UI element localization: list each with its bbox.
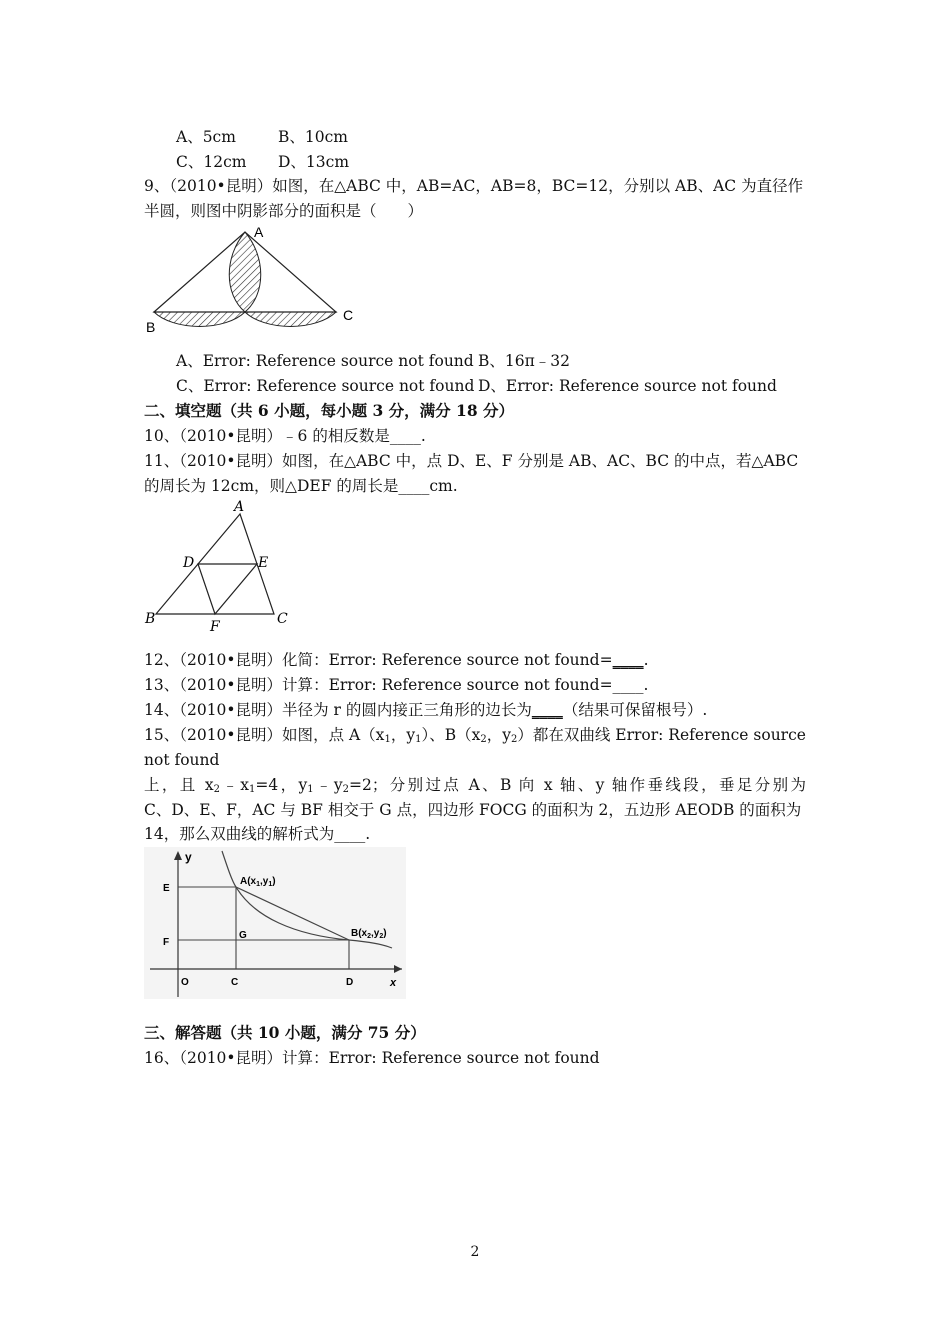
section-3-heading: 三、解答题（共 10 小题，满分 75 分） bbox=[144, 1023, 426, 1042]
q15-figure-hyperbola-graph bbox=[144, 847, 406, 999]
q9-label-b: B bbox=[146, 319, 156, 335]
q15-label-y: y bbox=[185, 850, 192, 864]
q15-label-o: O bbox=[181, 977, 189, 988]
q14-text: 14、（2010•昆明）半径为 r 的圆内接正三角形的边长为____（结果可保留根号）. bbox=[144, 700, 708, 719]
q15-label-g: G bbox=[239, 930, 247, 941]
q9-option-c: C、Error: Reference source not found bbox=[176, 377, 475, 395]
q11-text-line1: 11、（2010•昆明）如图，在△ABC 中，点 D、E、F 分别是 AB、AC、BC 的中点，若△ABC bbox=[144, 452, 799, 470]
q10-text: 10、（2010•昆明）﹣6 的相反数是____. bbox=[144, 427, 426, 445]
q8-option-c: C、12cm bbox=[176, 153, 247, 171]
q13-text: 13、（2010•昆明）计算：Error: Reference source not found=____. bbox=[144, 676, 649, 694]
q11-label-b: B bbox=[145, 611, 156, 627]
q11-figure-midpoint-triangle bbox=[140, 496, 295, 636]
q11-text-line2: 的周长为 12cm，则△DEF 的周长是____cm. bbox=[144, 477, 458, 495]
q11-label-d: D bbox=[183, 555, 195, 571]
q15-text-line5: 14，那么双曲线的解析式为____. bbox=[144, 825, 371, 843]
q12-text: 12、（2010•昆明）化简：Error: Reference source not found=____. bbox=[144, 650, 649, 669]
q15-label-f: F bbox=[163, 937, 170, 948]
q15-label-d: D bbox=[346, 977, 354, 988]
q9-shaded-segment-right bbox=[245, 312, 336, 326]
q9-option-a: A、Error: Reference source not found bbox=[176, 352, 474, 370]
q9-text-line1: 9、（2010•昆明）如图，在△ABC 中，AB=AC，AB=8，BC=12，分别以 AB、AC 为直径作 bbox=[144, 177, 804, 195]
q15-label-c: C bbox=[231, 977, 239, 988]
q11-label-a: A bbox=[234, 499, 245, 515]
q9-label-c: C bbox=[343, 307, 354, 323]
page-number: 2 bbox=[470, 1244, 480, 1260]
q9-text-line2: 半圆，则图中阴影部分的面积是（ ） bbox=[144, 202, 424, 220]
q8-option-d: D、13cm bbox=[278, 153, 350, 171]
q11-label-f: F bbox=[210, 619, 220, 635]
q15-text-line3: 上，且 $x_2﹣x_1=4$，$y_1﹣y_2=2$；分别过点 A、B 向 x 轴、y 轴作垂线段，垂足分别为 bbox=[144, 776, 806, 795]
q9-shaded-lens bbox=[229, 232, 261, 312]
q11-label-e: E bbox=[258, 555, 269, 571]
q15-text-line2: not found bbox=[144, 751, 220, 769]
q8-option-a: A、5cm bbox=[176, 128, 236, 146]
section-2-heading: 二、填空题（共 6 小题，每小题 3 分，满分 18 分） bbox=[144, 401, 515, 420]
q15-text-line1: 15、（2010•昆明）如图，点 $A(x_1$，$y_1$）、$B(x_2$，$y_2$）都在双曲线 Error: Reference source bbox=[144, 726, 806, 745]
q15-label-x: x bbox=[390, 977, 397, 989]
q9-label-a: A bbox=[254, 224, 264, 240]
q9-option-d: D、Error: Reference source not found bbox=[478, 377, 777, 395]
q9-shaded-segment-left bbox=[154, 312, 245, 326]
q11-label-c: C bbox=[277, 611, 288, 627]
q15-label-point-b: $B(x_2,y_2)$ bbox=[351, 928, 387, 940]
q15-text-line4: C、D、E、F，AC 与 BF 相交于 G 点，四边形 FOCG 的面积为 2，五边形 AEODB 的面积为 bbox=[144, 801, 802, 819]
q9-option-b: B、16π﹣32 bbox=[478, 352, 571, 370]
q15-label-point-a: $A(x_1,y_1)$ bbox=[240, 876, 276, 888]
q8-option-b: B、10cm bbox=[278, 128, 348, 146]
q15-label-e: E bbox=[163, 883, 170, 894]
q11-triangle-def bbox=[198, 564, 257, 614]
q9-figure-semicircles bbox=[140, 222, 370, 340]
q16-text: 16、（2010•昆明）计算：Error: Reference source not found bbox=[144, 1049, 600, 1067]
